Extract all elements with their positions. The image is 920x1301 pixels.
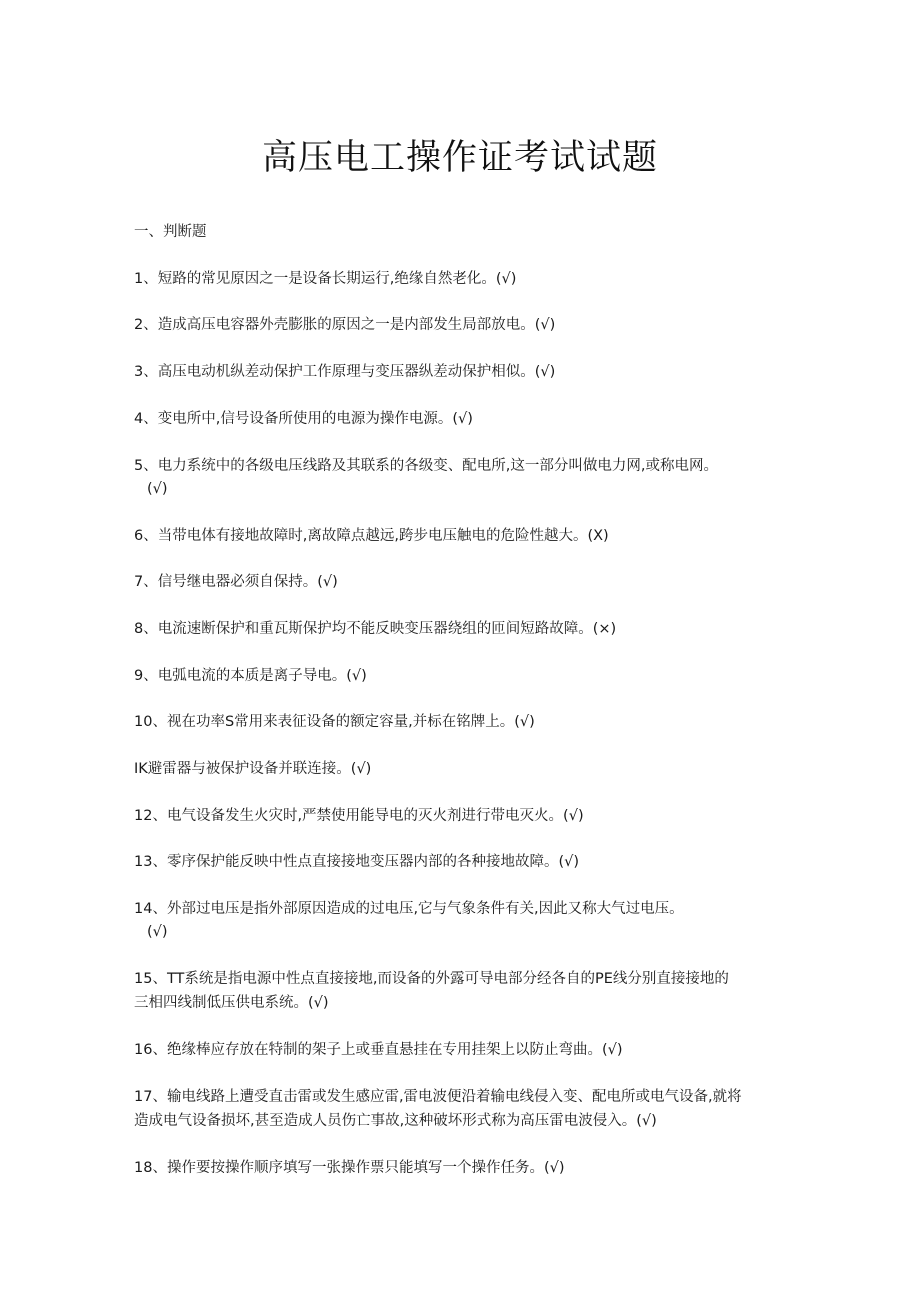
question-16: 16、绝缘棒应存放在特制的架子上或垂直悬挂在专用挂架上以防止弯曲。(√) — [134, 1042, 623, 1058]
question-15-continuation: 三相四线制低压供电系统。(√) — [134, 995, 329, 1011]
question-4: 4、变电所中,信号设备所使用的电源为操作电源。(√) — [134, 411, 473, 427]
question-6: 6、当带电体有接地故障时,离故障点越远,跨步电压触电的危险性越大。(X) — [134, 528, 609, 544]
question-14: 14、外部过电压是指外部原因造成的过电压,它与气象条件有关,因此又称大气过电压。 — [134, 901, 684, 917]
question-14-continuation: (√) — [147, 924, 168, 940]
question-1: 1、短路的常见原因之一是设备长期运行,绝缘自然老化。(√) — [134, 271, 517, 287]
question-17-continuation: 造成电气设备损坏,甚至造成人员伤亡事故,这种破坏形式称为高压雷电波侵入。(√) — [134, 1113, 657, 1129]
question-9: 9、电弧电流的本质是离子导电。(√) — [134, 668, 367, 684]
question-10: 10、视在功率S常用来表征设备的额定容量,并标在铭牌上。(√) — [134, 714, 535, 730]
question-5: 5、电力系统中的各级电压线路及其联系的各级变、配电所,这一部分叫做电力网,或称电网。 — [134, 458, 718, 474]
document-title: 高压电工操作证考试试题 — [261, 138, 658, 178]
question-11: IK避雷器与被保护设备并联连接。(√) — [134, 761, 372, 777]
question-7: 7、信号继电器必须自保持。(√) — [134, 574, 338, 590]
question-18: 18、操作要按操作顺序填写一张操作票只能填写一个操作任务。(√) — [134, 1160, 565, 1176]
question-12: 12、电气设备发生火灾时,严禁使用能导电的灭火剂进行带电灭火。(√) — [134, 808, 584, 824]
question-17: 17、输电线路上遭受直击雷或发生感应雷,雷电波便沿着输电线侵入变、配电所或电气设备,就将 — [134, 1089, 742, 1105]
question-8: 8、电流速断保护和重瓦斯保护均不能反映变压器绕组的匝间短路故障。(×) — [134, 621, 617, 637]
section-heading: 一、判断题 — [134, 224, 207, 240]
question-13: 13、零序保护能反映中性点直接接地变压器内部的各种接地故障。(√) — [134, 854, 580, 870]
question-3: 3、高压电动机纵差动保护工作原理与变压器纵差动保护相似。(√) — [134, 364, 556, 380]
question-5-continuation: (√) — [147, 481, 168, 497]
question-15: 15、TT系统是指电源中性点直接接地,而设备的外露可导电部分经各自的PE线分别直接接地的 — [134, 971, 729, 987]
question-2: 2、造成高压电容器外壳膨胀的原因之一是内部发生局部放电。(√) — [134, 317, 556, 333]
